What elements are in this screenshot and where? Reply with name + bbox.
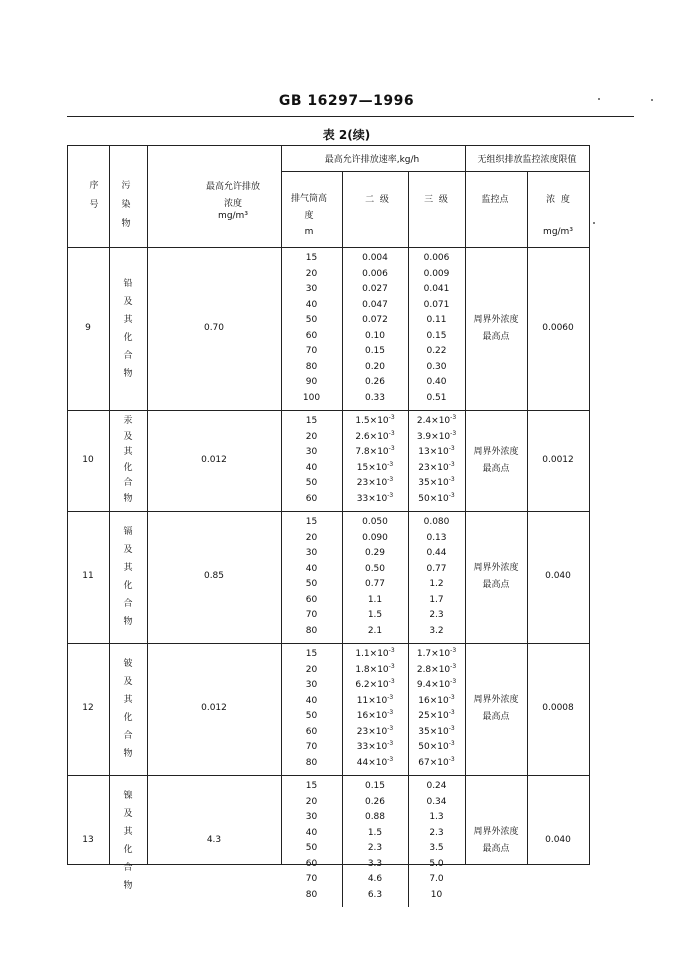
level-3-rate: 2.3 [429, 610, 444, 620]
scan-speck [598, 98, 600, 100]
scan-speck [651, 99, 653, 101]
level-3-rate: 1.7 [429, 594, 444, 605]
level-3-rate: 0.34 [426, 796, 447, 807]
col-rule [281, 145, 282, 864]
scan-speck [593, 222, 595, 224]
level-3-rate: 1.3 [429, 812, 444, 822]
monitor-point: 周界外浓度最高点 [473, 314, 519, 342]
level-3-rate: 0.44 [426, 548, 447, 558]
level-3-rate: $13\times 10^{-3}$ [418, 445, 455, 457]
stack-height: 80 [305, 757, 318, 768]
level-2-rate: $7.8\times 10^{-3}$ [355, 445, 395, 457]
level-2-rate: 0.006 [362, 268, 388, 279]
level-2-rate: 0.29 [364, 548, 386, 558]
level-3-rate: 0.009 [423, 268, 450, 279]
fugitive-concentration-limit: 0.040 [545, 835, 571, 846]
stack-height: 15 [305, 253, 318, 263]
stack-height: 70 [305, 874, 318, 884]
level-3-rate: $9.4\times 10^{-3}$ [416, 678, 457, 690]
level-3-rate: 0.24 [426, 781, 447, 791]
level-2-rate: $23\times 10^{-3}$ [356, 476, 394, 488]
level-3-rate: $50\times 10^{-3}$ [418, 491, 455, 504]
level-2-rate: 0.77 [364, 579, 386, 589]
stack-height: 80 [305, 625, 318, 636]
table-caption: 表 2(续) [322, 128, 371, 142]
max-allowable-concentration: 0.85 [203, 571, 225, 582]
level-2-rate: 1.5 [367, 827, 383, 838]
fugitive-concentration-limit: 0.0012 [542, 454, 574, 465]
monitor-point: 周界外浓度最高点 [473, 827, 519, 854]
stack-height: 70 [305, 742, 318, 752]
level-2-rate: $1.5\times 10^{-3}$ [355, 414, 395, 426]
stack-height: 60 [305, 330, 318, 341]
level-3-rate: 0.071 [423, 299, 450, 310]
level-2-rate: 0.26 [364, 796, 386, 807]
header-conc-unit: mg/m³ [543, 227, 573, 237]
level-3-rate: 0.40 [426, 377, 447, 387]
level-2-rate: 0.26 [364, 377, 386, 387]
level-2-rate: 2.3 [367, 843, 383, 853]
level-2-rate: 6.3 [367, 889, 383, 900]
stack-height: 60 [305, 594, 318, 605]
header-stack-unit: m [304, 227, 314, 237]
col-rule [408, 643, 409, 775]
level-2-rate: 0.88 [364, 812, 386, 822]
level-2-rate: 0.33 [364, 392, 386, 403]
level-3-rate: 0.22 [426, 346, 447, 356]
level-2-rate: 0.090 [362, 532, 388, 543]
level-2-rate: $33\times 10^{-3}$ [356, 740, 394, 752]
stack-height: 80 [305, 361, 318, 372]
level-2-rate: $23\times 10^{-3}$ [356, 724, 394, 737]
pollutant-name: 铍及其化合物 [123, 659, 133, 759]
level-2-rate: $1.1\times 10^{-3}$ [355, 647, 395, 659]
header-level-3: 三 级 [424, 195, 448, 205]
monitor-point: 周界外浓度最高点 [473, 563, 519, 590]
level-3-rate: 0.77 [426, 563, 447, 574]
row-number: 10 [82, 454, 94, 465]
level-3-rate: $35\times 10^{-3}$ [418, 724, 455, 737]
standard-code: GB 16297—1996 [278, 93, 415, 109]
level-3-rate: 0.51 [426, 392, 447, 403]
stack-height: 70 [305, 610, 318, 620]
level-3-rate: $2.8\times 10^{-3}$ [416, 662, 457, 675]
level-2-rate: $44\times 10^{-3}$ [356, 755, 394, 768]
level-3-rate: $2.4\times 10^{-3}$ [416, 414, 457, 426]
col-rule [342, 171, 343, 247]
level-2-rate: $1.8\times 10^{-3}$ [355, 662, 395, 675]
header-rule [67, 116, 634, 117]
header-pollutant: 污染物 [121, 181, 131, 229]
stack-height: 20 [305, 664, 318, 675]
level-2-rate: 0.15 [364, 781, 386, 791]
level-3-rate: $1.7\times 10^{-3}$ [416, 647, 457, 659]
level-2-rate: 0.050 [362, 517, 388, 527]
level-3-rate: 2.3 [429, 827, 444, 838]
col-rule [342, 511, 343, 643]
level-3-rate: 3.5 [429, 843, 444, 853]
level-3-rate: 5.0 [429, 858, 444, 869]
level-3-rate: 0.15 [426, 330, 447, 341]
pollutant-name: 镉及其化合物 [123, 527, 133, 627]
stack-height: 15 [305, 649, 318, 659]
table-border-right [589, 145, 590, 865]
stack-height: 30 [305, 680, 318, 690]
monitor-point: 周界外浓度最高点 [473, 446, 519, 474]
row-number: 13 [82, 835, 94, 846]
level-2-rate: 1.5 [367, 610, 383, 620]
level-2-rate: $6.2\times 10^{-3}$ [355, 678, 395, 690]
level-2-rate: $11\times 10^{-3}$ [356, 693, 394, 706]
fugitive-concentration-limit: 0.040 [545, 571, 571, 582]
stack-height: 20 [305, 532, 318, 543]
header-fugitive-group: 无组织排放监控浓度限值 [477, 155, 577, 165]
stack-height: 20 [305, 431, 318, 442]
level-3-rate: $16\times 10^{-3}$ [418, 693, 455, 706]
level-3-rate: $23\times 10^{-3}$ [418, 460, 455, 473]
level-2-rate: $16\times 10^{-3}$ [356, 709, 394, 721]
col-rule [408, 171, 409, 247]
level-3-rate: 0.041 [423, 284, 450, 294]
level-3-rate: 10 [430, 889, 443, 900]
stack-height: 70 [305, 346, 318, 356]
stack-height: 90 [305, 377, 318, 387]
max-allowable-concentration: 0.012 [201, 454, 227, 465]
stack-height: 15 [305, 517, 318, 527]
stack-height: 30 [305, 812, 318, 822]
level-2-rate: 4.6 [367, 874, 383, 884]
level-2-rate: 3.3 [367, 858, 383, 869]
level-2-rate: 0.20 [364, 361, 386, 372]
level-2-rate: 0.072 [362, 315, 388, 325]
monitor-point: 周界外浓度最高点 [473, 695, 519, 722]
stack-height: 15 [305, 416, 318, 426]
level-2-rate: 0.10 [364, 330, 386, 341]
stack-height: 100 [302, 392, 321, 403]
level-2-rate: 0.027 [362, 284, 388, 294]
header-rate-group: 最高允许排放速率,kg/h [324, 155, 420, 165]
stack-height: 80 [305, 889, 318, 900]
level-2-rate: 0.047 [362, 299, 388, 310]
level-3-rate: $67\times 10^{-3}$ [418, 755, 455, 768]
max-allowable-concentration: 0.012 [201, 703, 227, 714]
level-3-rate: 0.30 [426, 361, 447, 372]
emission-limits-table [67, 145, 589, 900]
level-3-rate: $3.9\times 10^{-3}$ [416, 429, 457, 442]
stack-height: 20 [305, 796, 318, 807]
stack-height: 15 [305, 781, 318, 791]
stack-height: 30 [305, 284, 318, 294]
header-concentration: 浓 度 [546, 195, 570, 205]
level-3-rate: 7.0 [429, 874, 444, 884]
col-rule [342, 775, 343, 907]
header-mid-rule [281, 171, 589, 172]
stack-height: 30 [305, 548, 318, 558]
level-3-rate: 1.2 [429, 579, 444, 589]
row-number: 9 [85, 322, 91, 333]
col-rule [408, 775, 409, 907]
stack-height: 40 [305, 827, 318, 838]
row-number: 11 [82, 571, 94, 582]
stack-height: 40 [305, 563, 318, 574]
col-rule [342, 643, 343, 775]
stack-height: 30 [305, 447, 318, 457]
fugitive-concentration-limit: 0.0060 [542, 322, 574, 333]
header-max-conc: 最高允许排放浓度 [205, 182, 260, 209]
table-border-top [67, 145, 589, 146]
max-allowable-concentration: 0.70 [203, 322, 225, 333]
pollutant-name: 汞及其化合物 [123, 416, 133, 504]
header-level-2: 二 级 [365, 195, 389, 205]
stack-height: 60 [305, 493, 318, 504]
level-3-rate: 3.2 [429, 625, 444, 636]
row-number: 12 [82, 703, 94, 714]
header-stack-height: 排气筒高度 [291, 194, 328, 221]
pollutant-name: 铅及其化合物 [123, 278, 133, 379]
stack-height: 60 [305, 858, 318, 869]
stack-height: 40 [305, 299, 318, 310]
level-2-rate: 0.004 [362, 253, 388, 263]
level-2-rate: 0.50 [364, 563, 386, 574]
stack-height: 50 [305, 315, 318, 325]
level-3-rate: 0.006 [423, 253, 450, 263]
level-3-rate: $25\times 10^{-3}$ [418, 709, 455, 721]
level-3-rate: $35\times 10^{-3}$ [418, 476, 455, 488]
level-2-rate: $2.6\times 10^{-3}$ [355, 429, 395, 442]
pollutant-name: 镍及其化合物 [123, 791, 133, 891]
level-3-rate: 0.080 [423, 517, 450, 527]
col-rule [408, 511, 409, 643]
stack-height: 50 [305, 711, 318, 721]
fugitive-concentration-limit: 0.0008 [542, 703, 574, 714]
stack-height: 50 [305, 843, 318, 853]
header-seq: 序号 [89, 181, 99, 210]
stack-height: 40 [305, 695, 318, 706]
max-allowable-concentration: 4.3 [206, 835, 222, 846]
stack-height: 20 [305, 268, 318, 279]
stack-height: 40 [305, 462, 318, 473]
stack-height: 50 [305, 579, 318, 589]
level-2-rate: 0.15 [364, 346, 386, 356]
header-monitor-point: 监控点 [481, 195, 509, 205]
header-max-conc-unit: mg/m³ [218, 211, 248, 221]
level-3-rate: 0.13 [426, 532, 447, 543]
level-3-rate: $50\times 10^{-3}$ [418, 740, 455, 752]
level-3-rate: 0.11 [426, 315, 447, 325]
level-2-rate: 1.1 [367, 594, 383, 605]
level-2-rate: $33\times 10^{-3}$ [356, 491, 394, 504]
stack-height: 50 [305, 478, 318, 488]
level-2-rate: $15\times 10^{-3}$ [356, 460, 394, 473]
stack-height: 60 [305, 726, 318, 737]
level-2-rate: 2.1 [367, 625, 383, 636]
